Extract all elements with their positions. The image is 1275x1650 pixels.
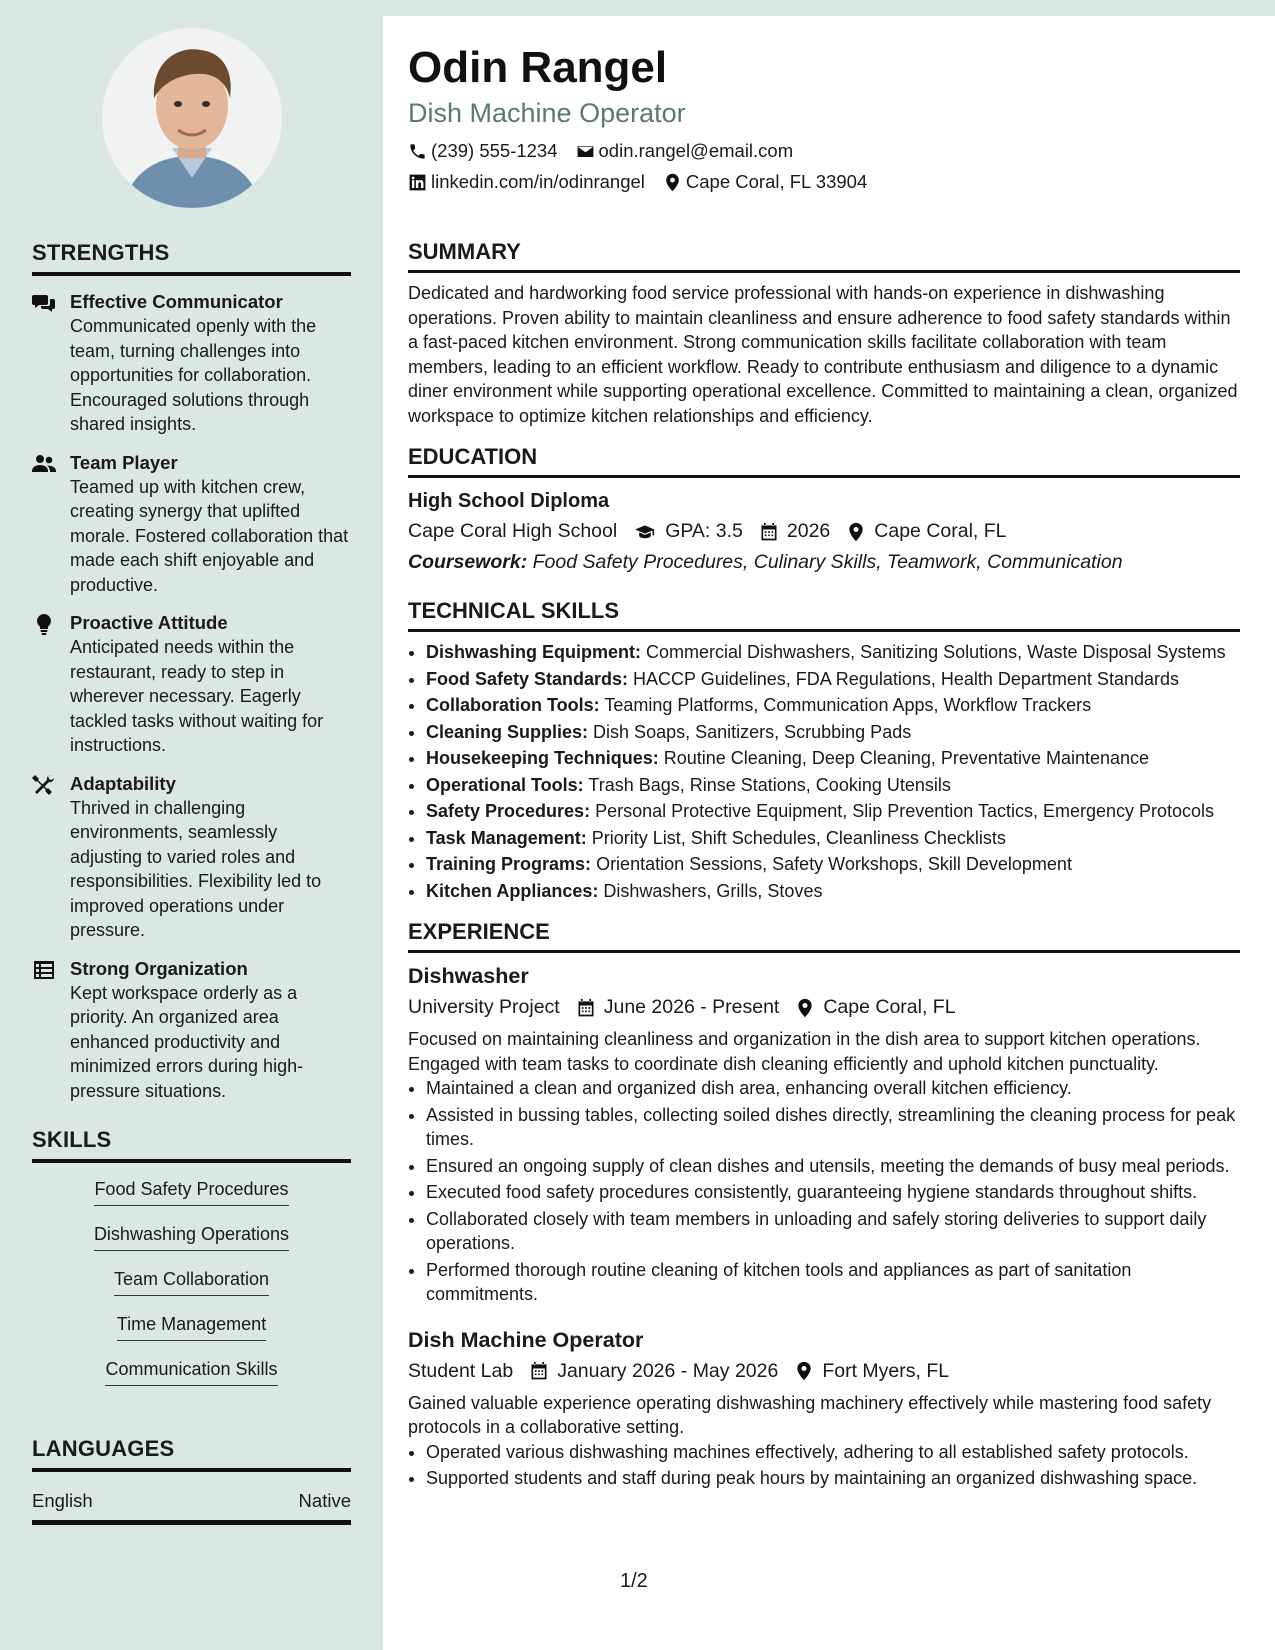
job-summary: Gained valuable experience operating dishwashing machinery effectively while mastering food safety protocols in a collaborative setting. xyxy=(408,1392,1212,1437)
skill-item: Time Management xyxy=(117,1312,266,1341)
profile-photo xyxy=(102,28,282,208)
technical-skills-heading: TECHNICAL SKILLS xyxy=(408,598,1240,632)
strength-desc: Communicated openly with the team, turning challenges into opportunities for collaboration. Encouraged solutions through shared insights. xyxy=(70,316,317,434)
job-dates: January 2026 - May 2026 xyxy=(557,1359,779,1382)
contact-row xyxy=(408,171,1240,193)
job-bullets xyxy=(408,1440,1240,1491)
strength-desc: Thrived in challenging environments, seamlessly adjusting to varied roles and responsibilities. Flexibility led to improved operations under pressure. xyxy=(70,797,322,940)
strength-item xyxy=(32,772,351,943)
summary-heading: SUMMARY xyxy=(408,239,1240,273)
calendar-icon xyxy=(576,998,596,1018)
list-item: • Collaborated closely with team members in unloading and safely storing deliveries to support daily operations. xyxy=(426,1207,1240,1256)
skill-value: HACCP Guidelines, FDA Regulations, Health Department Standards xyxy=(633,668,1179,689)
list-item: • Operated various dishwashing machines effectively, adhering to all established safety protocols. xyxy=(426,1440,1240,1465)
list-item xyxy=(426,826,1240,851)
graduation-cap-icon xyxy=(633,522,657,542)
list-item xyxy=(426,746,1240,771)
location-text: Cape Coral, FL 33904 xyxy=(685,171,868,192)
location-pin-icon xyxy=(794,1361,814,1381)
list-item: • Executed food safety procedures consistently, guaranteeing hygiene standards throughout shifts. xyxy=(426,1180,1240,1205)
strength-title: Proactive Attitude xyxy=(70,612,228,633)
location-pin-icon xyxy=(795,998,815,1018)
skill-value: Commercial Dishwashers, Sanitizing Solutions, Waste Disposal Systems xyxy=(646,642,1226,662)
skill-label: Food Safety Standards: xyxy=(426,668,629,689)
list-item xyxy=(426,799,1240,824)
people-icon xyxy=(32,451,70,598)
skill-label: Housekeeping Techniques: xyxy=(426,748,659,768)
list-item xyxy=(426,852,1240,877)
tools-icon xyxy=(32,772,70,943)
strength-desc: Anticipated needs within the restaurant, ready to step in wherever necessary. Eagerly tackled tasks without waiting for instructions. xyxy=(70,637,324,755)
skill-label: Collaboration Tools: xyxy=(426,695,600,715)
skill-value: Dish Soaps, Sanitizers, Scrubbing Pads xyxy=(593,721,912,742)
skill-label: Kitchen Appliances: xyxy=(426,880,599,901)
location-pin-icon xyxy=(663,173,682,192)
job-role: Dish Machine Operator xyxy=(408,1327,644,1352)
list-icon xyxy=(32,957,70,1104)
coursework-list: Food Safety Procedures, Culinary Skills, Teamwork, Communication xyxy=(532,551,1123,573)
degree: High School Diploma xyxy=(408,490,610,512)
coursework-label: Coursework: xyxy=(408,551,528,573)
email-icon xyxy=(576,142,595,161)
education-heading: EDUCATION xyxy=(408,444,1240,478)
list-item xyxy=(426,640,1240,665)
strengths-heading: STRENGTHS xyxy=(32,240,351,276)
skill-value: Routine Cleaning, Deep Cleaning, Preventative Maintenance xyxy=(663,748,1150,768)
skill-item: Communication Skills xyxy=(105,1357,277,1386)
skill-item: Team Collaboration xyxy=(114,1267,269,1296)
list-item: • Performed thorough routine cleaning of kitchen tools and appliances as part of sanitation commitments. xyxy=(426,1258,1240,1307)
strength-item xyxy=(32,957,351,1104)
skill-value: Dishwashers, Grills, Stoves xyxy=(603,880,823,901)
job-summary: Focused on maintaining cleanliness and organization in the dish area to support kitchen operations. Engaged with team tasks to coordinate dish cleaning efficiently and uphold kitchen punctuality. xyxy=(408,1029,1201,1074)
job-org: Student Lab xyxy=(408,1359,514,1382)
location-pin-icon xyxy=(846,522,866,542)
education-section xyxy=(408,444,1240,576)
list-item xyxy=(426,693,1240,718)
list-item: • Supported students and staff during peak hours by maintaining an organized dishwashing space. xyxy=(426,1466,1240,1491)
skill-value: Priority List, Shift Schedules, Cleanliness Checklists xyxy=(591,827,1006,848)
skill-item: Dishwashing Operations xyxy=(94,1222,289,1251)
strength-title: Adaptability xyxy=(70,772,176,794)
job-dates: June 2026 - Present xyxy=(603,996,780,1018)
list-item xyxy=(426,720,1240,745)
main-content xyxy=(408,40,1240,1493)
school-name: Cape Coral High School xyxy=(408,520,618,542)
strength-title: Strong Organization xyxy=(70,957,248,979)
skill-value: Personal Protective Equipment, Slip Prevention Tactics, Emergency Protocols xyxy=(595,801,1215,821)
skill-value: Orientation Sessions, Safety Workshops, Skill Development xyxy=(596,854,1072,874)
languages-heading: LANGUAGES xyxy=(32,1436,351,1472)
list-item xyxy=(426,773,1240,798)
strength-desc: Kept workspace orderly as a priority. An organized area enhanced productivity and minimized errors during high-pressure situations. xyxy=(70,982,304,1101)
lightbulb-icon xyxy=(32,611,70,758)
skill-label: Operational Tools: xyxy=(426,774,584,795)
coursework xyxy=(408,549,1240,576)
gpa: GPA: 3.5 xyxy=(665,520,743,542)
strength-item xyxy=(32,451,351,598)
strength-item xyxy=(32,290,351,437)
technical-skills-section xyxy=(408,598,1240,903)
job-meta xyxy=(408,1358,1240,1385)
summary-section xyxy=(408,239,1240,428)
experience-section xyxy=(408,919,1240,1491)
job-title: Dish Machine Operator xyxy=(408,98,686,128)
job-org: University Project xyxy=(408,996,560,1018)
candidate-name: Odin Rangel xyxy=(408,43,668,92)
job-role: Dishwasher xyxy=(408,964,529,988)
skill-label: Task Management: xyxy=(426,827,587,848)
job-meta xyxy=(408,994,1240,1021)
skill-value: Teaming Platforms, Communication Apps, Workflow Trackers xyxy=(604,695,1092,715)
skill-label: Safety Procedures: xyxy=(426,801,591,821)
language-name: English xyxy=(32,1490,93,1511)
sidebar xyxy=(0,0,383,1650)
calendar-icon xyxy=(529,1361,549,1381)
experience-heading: EXPERIENCE xyxy=(408,919,1240,953)
skill-value: Trash Bags, Rinse Stations, Cooking Utensils xyxy=(588,774,951,795)
skill-label: Dishwashing Equipment: xyxy=(426,642,642,662)
technical-skills-list xyxy=(408,640,1240,903)
phone-icon xyxy=(408,142,427,161)
skill-label: Cleaning Supplies: xyxy=(426,721,589,742)
chat-bubbles-icon xyxy=(32,290,70,437)
phone-text: (239) 555-1234 xyxy=(431,140,558,161)
summary-text: Dedicated and hardworking food service professional with hands-on experience in dishwashing operations. Proven ability to maintain cleanliness and ensure adherence to food safety standards within a fast-paced kitchen environment. Strong communication skills facilitate collaboration with team members, leading to an efficient workflow. Ready to contribute enthusiasm and diligence to a dynamic diner environment while supporting operational excellence. Committed to maintaining a clean, organized workspace to optimize kitchen relationships and efficiency. xyxy=(408,283,1238,426)
list-item xyxy=(426,667,1240,692)
list-item xyxy=(426,879,1240,904)
linkedin-icon xyxy=(408,173,427,192)
contact-row xyxy=(408,140,1240,162)
skills-list xyxy=(32,1177,351,1402)
job-location: Cape Coral, FL xyxy=(823,996,956,1018)
school-location: Cape Coral, FL xyxy=(874,520,1007,542)
page-number: 1/2 xyxy=(620,1570,648,1592)
list-item: • Ensured an ongoing supply of clean dishes and utensils, meeting the demands of busy meal periods. xyxy=(426,1154,1240,1179)
job-bullets xyxy=(408,1076,1240,1307)
strength-title: Team Player xyxy=(70,451,178,473)
language-row xyxy=(32,1490,351,1525)
strength-item xyxy=(32,611,351,758)
email-link[interactable]: odin.rangel@email.com xyxy=(598,140,794,161)
calendar-icon xyxy=(759,522,779,542)
job-location: Fort Myers, FL xyxy=(822,1359,950,1382)
education-meta xyxy=(408,518,1240,545)
skill-label: Training Programs: xyxy=(426,854,592,874)
language-level: Native xyxy=(298,1490,351,1511)
strength-title: Effective Communicator xyxy=(70,291,283,312)
linkedin-link[interactable]: linkedin.com/in/odinrangel xyxy=(431,171,645,192)
graduation-year: 2026 xyxy=(786,520,831,542)
list-item: • Maintained a clean and organized dish area, enhancing overall kitchen efficiency. xyxy=(426,1076,1240,1101)
list-item: • Assisted in bussing tables, collecting soiled dishes directly, streamlining the cleaning process for peak times. xyxy=(426,1103,1240,1152)
strength-desc: Teamed up with kitchen crew, creating synergy that uplifted morale. Fostered collaboration that made each shift enjoyable and productive. xyxy=(70,476,349,595)
skill-item: Food Safety Procedures xyxy=(94,1177,288,1206)
skills-heading: SKILLS xyxy=(32,1127,351,1163)
